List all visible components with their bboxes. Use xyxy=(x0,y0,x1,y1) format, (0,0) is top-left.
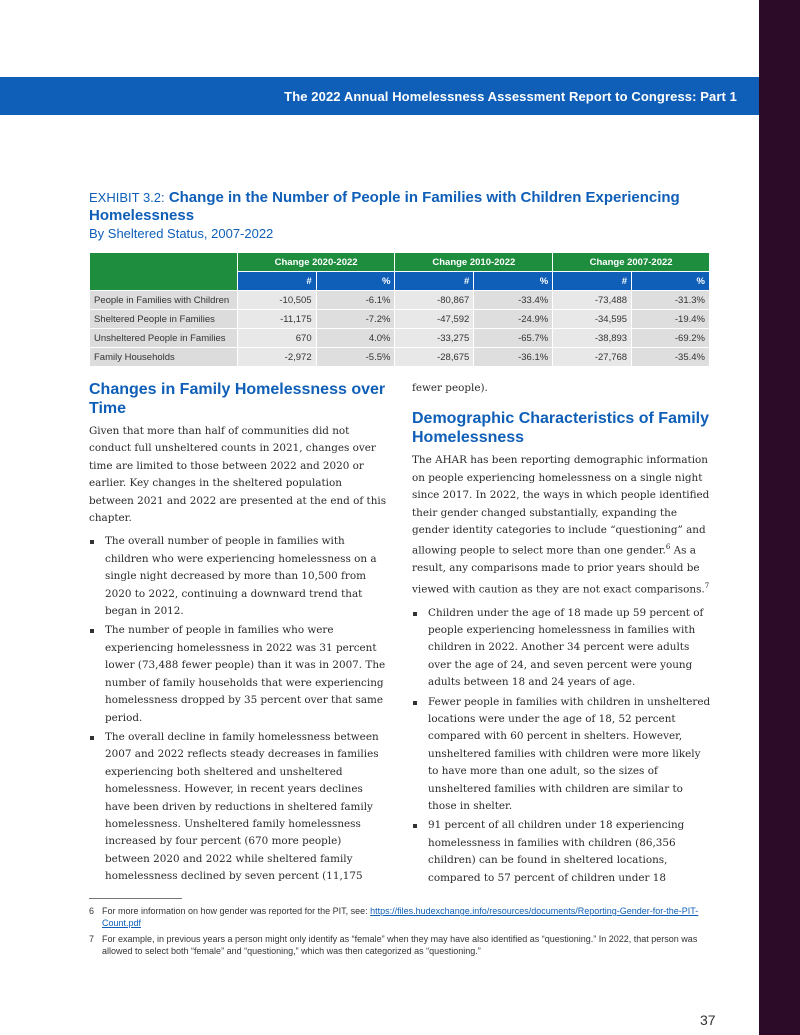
row-label: Family Households xyxy=(90,348,238,367)
table-cell: -33,275 xyxy=(395,329,474,348)
side-accent-bar xyxy=(759,0,800,1035)
table-subheader: % xyxy=(474,272,553,291)
table-cell: -34,595 xyxy=(553,310,632,329)
table-cell: -38,893 xyxy=(553,329,632,348)
table-cell: -65.7% xyxy=(474,329,553,348)
intro-text-b: As a result, any comparisons made to prior years should be viewed with caution as they are not exact comparisons. xyxy=(412,544,705,596)
list-item: The number of people in families who were experiencing homelessness in 2022 was 31 percent lower (73,488 fewer people) than it was in 2007. The number of family households that were experiencing homelessness dropped by 35 percent over that same period. xyxy=(89,622,389,726)
table-cell: -31.3% xyxy=(632,291,710,310)
table-cell: -7.2% xyxy=(316,310,395,329)
footnote-body xyxy=(102,906,719,929)
table-row xyxy=(90,348,710,367)
table-row xyxy=(90,329,710,348)
table-cell: -35.4% xyxy=(632,348,710,367)
table-row xyxy=(90,310,710,329)
table-corner-cell xyxy=(90,253,238,291)
row-label: Sheltered People in Families xyxy=(90,310,238,329)
table-cell: -10,505 xyxy=(237,291,316,310)
table-subheader: # xyxy=(237,272,316,291)
footnote-divider xyxy=(89,898,182,899)
table-row xyxy=(90,291,710,310)
table-cell: -2,972 xyxy=(237,348,316,367)
table-cell: -73,488 xyxy=(553,291,632,310)
intro-text-a: The AHAR has been reporting demographic information on people experiencing homelessness on a single night since 2017. In 2022, the ways in which people identified their gender changed substantially, expanding the gender identity categories to include “questioning” and allowing people to select more than one gender. xyxy=(412,454,710,557)
left-column xyxy=(89,380,389,888)
table-cell: 670 xyxy=(237,329,316,348)
exhibit-prefix: EXHIBIT 3.2: xyxy=(89,190,165,205)
section-heading-demographics: Demographic Characteristics of Family Homelessness xyxy=(412,410,709,447)
table-subheader: % xyxy=(632,272,710,291)
table-group-header-row xyxy=(90,253,710,272)
right-intro-paragraph xyxy=(412,452,712,598)
section-heading-changes: Changes in Family Homelessness over Time xyxy=(89,381,386,417)
table-group-header: Change 2007-2022 xyxy=(553,253,710,272)
table-subheader: # xyxy=(395,272,474,291)
exhibit-title-text: Change in the Number of People in Families with Children Experiencing Homelessness xyxy=(89,189,680,224)
report-header-band xyxy=(0,77,759,115)
footnote-number: 7 xyxy=(89,934,95,944)
change-table xyxy=(89,252,710,367)
footnote-link[interactable]: https://files.hudexchange.info/resources/documents/Reporting-Gender-for-the-PIT-Count.pdf xyxy=(102,906,699,928)
table-subheader: # xyxy=(553,272,632,291)
footnote-text: For more information on how gender was reported for the PIT, see: xyxy=(102,906,371,916)
footnote xyxy=(89,934,719,957)
list-item: The overall decline in family homelessness between 2007 and 2022 reflects steady decreases in families experiencing both sheltered and unsheltered homelessness. However, in recent years declines have been driven by reductions in sheltered family homelessness. Unsheltered family homelessness increased by four percent (670 more people) between 2020 and 2022 while sheltered family homelessness declined by seven percent (11,175 xyxy=(89,729,389,886)
row-label: Unsheltered People in Families xyxy=(90,329,238,348)
left-bullet-list xyxy=(89,533,389,885)
footnotes xyxy=(89,906,719,962)
table-cell: -6.1% xyxy=(316,291,395,310)
table-cell: -80,867 xyxy=(395,291,474,310)
table-cell: 4.0% xyxy=(316,329,395,348)
right-bullet-list xyxy=(412,605,712,888)
table-cell: -24.9% xyxy=(474,310,553,329)
footnote-ref-6[interactable]: 6 xyxy=(665,543,671,552)
table-cell: -11,175 xyxy=(237,310,316,329)
list-item: Children under the age of 18 made up 59 percent of people experiencing homelessness in families with children in 2022. Another 34 percent were adults over the age of 24, and seven percent were young adults between 18 and 24 years of age. xyxy=(412,605,712,692)
continuation-text: fewer people). xyxy=(412,382,488,394)
table-cell: -28,675 xyxy=(395,348,474,367)
left-intro-paragraph: Given that more than half of communities did not conduct full unsheltered counts in 2021, changes over time are limited to those between 2022 and 2020 or earlier. Key changes in the sheltered population between 2021 and 2022 are presented at the end of this chapter. xyxy=(89,425,387,525)
report-title: The 2022 Annual Homelessness Assessment Report to Congress: Part 1 xyxy=(284,88,737,104)
table-cell: -36.1% xyxy=(474,348,553,367)
table-group-header: Change 2020-2022 xyxy=(237,253,395,272)
footnote-text: For example, in previous years a person might only identify as “female” when they may have also identified as “questioning.” In 2022, that person was allowed to select both “female” and “questioning,” which was then categorized as “questioning.” xyxy=(102,934,698,956)
list-item: 91 percent of all children under 18 experiencing homelessness in families with children (86,356 children) can be found in sheltered locations, compared to 57 percent of children under 18 xyxy=(412,817,712,887)
right-column xyxy=(412,380,712,889)
table-cell: -27,768 xyxy=(553,348,632,367)
list-item: The overall number of people in families with children who were experiencing homelessness on a single night decreased by more than 10,500 from 2020 to 2022, continuing a downward trend that began in 2012. xyxy=(89,533,389,620)
list-item: Fewer people in families with children in unsheltered locations were under the age of 18, 52 percent compared with 60 percent in shelters. However, unsheltered families with children were more likely to have more than one adult, so the sizes of unsheltered families with children are similar to those in shelter. xyxy=(412,694,712,816)
table-group-header: Change 2010-2022 xyxy=(395,253,553,272)
exhibit-title xyxy=(89,189,729,225)
footnote-number: 6 xyxy=(89,906,95,916)
table-cell: -69.2% xyxy=(632,329,710,348)
footnote-ref-7[interactable]: 7 xyxy=(704,581,710,590)
table-cell: -5.5% xyxy=(316,348,395,367)
footnote xyxy=(89,906,719,929)
table-subheader: % xyxy=(316,272,395,291)
row-label: People in Families with Children xyxy=(90,291,238,310)
page-number: 37 xyxy=(700,1012,716,1028)
table-cell: -47,592 xyxy=(395,310,474,329)
table-cell: -19.4% xyxy=(632,310,710,329)
exhibit-heading xyxy=(89,189,729,241)
table-cell: -33.4% xyxy=(474,291,553,310)
exhibit-subtitle: By Sheltered Status, 2007-2022 xyxy=(89,226,274,241)
